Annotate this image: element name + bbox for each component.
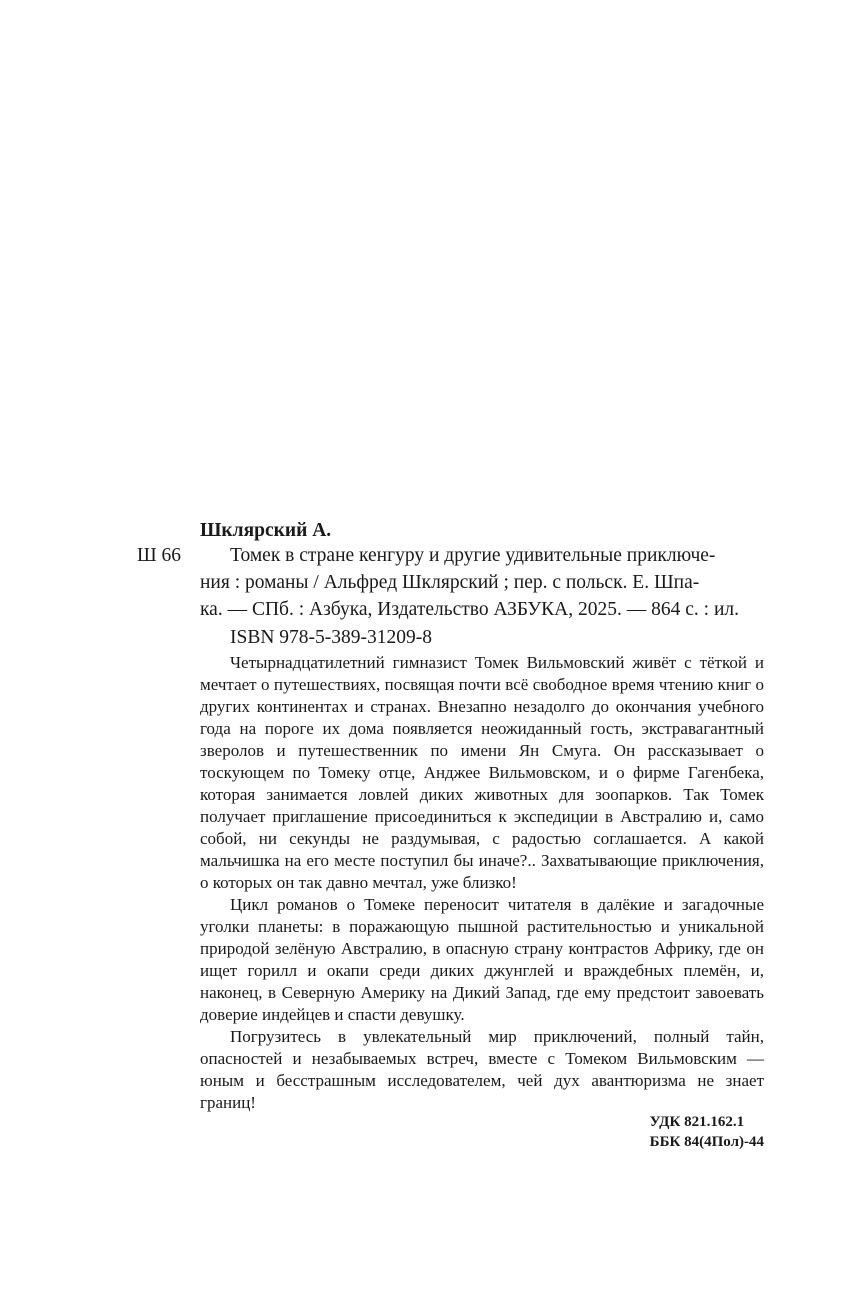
udc-code: УДК 821.162.1 [649, 1114, 745, 1130]
classification-block [650, 1112, 764, 1152]
description-line-1: Томек в стране кенгуру и другие удивительные приключе- [230, 545, 716, 566]
author-sign: Ш 66 [137, 545, 182, 566]
annotation-paragraph-3: Погрузитесь в увлекательный мир приключений, полный тайн, опасностей и незабываемых встреч, вместе с Томеком Вильмовским — юным и бесстрашным исследователем, чей дух авантюризма не знает границ! [200, 1027, 764, 1112]
annotation-paragraph-1: Четырнадцатилетний гимназист Томек Вильмовский живёт с тёткой и мечтает о путешествиях, посвящая почти всё свободное время чтению книг о других континентах и странах. Внезапно незадолго до окончания учебного года на пороге их дома появляется неожиданный гость, экстравагантный зверолов и путешественник по имени Ян Смуга. Он рассказывает о тоскующем по Томеку отце, Анджее Вильмовском, и о фирме Гагенбека, которая занимается ловлей диких животных для зоопарков. Так Томек получает приглашение присоединиться к экспедиции в Австралию и, само собой, ни секунды не раздумывая, с радостью соглашается. А какой мальчишка на его месте поступил бы иначе?.. Захватывающие приключения, о которых он так давно мечтал, уже близко! [200, 653, 764, 892]
isbn: ISBN 978-5-389-31209-8 [230, 627, 433, 648]
author-heading: Шклярский А. [200, 520, 332, 541]
bbk-code: ББК 84(4Пол)-44 [649, 1134, 764, 1150]
annotation [200, 652, 764, 1114]
description-line-2: ния : романы / Альфред Шклярский ; пер. с польск. Е. Шпа- [200, 572, 700, 593]
annotation-paragraph-2: Цикл романов о Томеке переносит читателя в далёкие и загадочные уголки планеты: в поражающую пышной растительностью и уникальной природой зелёную Австралию, в опасную страну контрастов Африку, где он ищет горилл и окапи среди диких джунглей и враждебных племён, и, наконец, в Северную Америку на Дикий Запад, где ему предстоит завоевать доверие индейцев и спасти девушку. [200, 895, 764, 1024]
description-line-3: ка. — СПб. : Азбука, Издательство АЗБУКА, 2025. — 864 с. : ил. [200, 599, 740, 620]
